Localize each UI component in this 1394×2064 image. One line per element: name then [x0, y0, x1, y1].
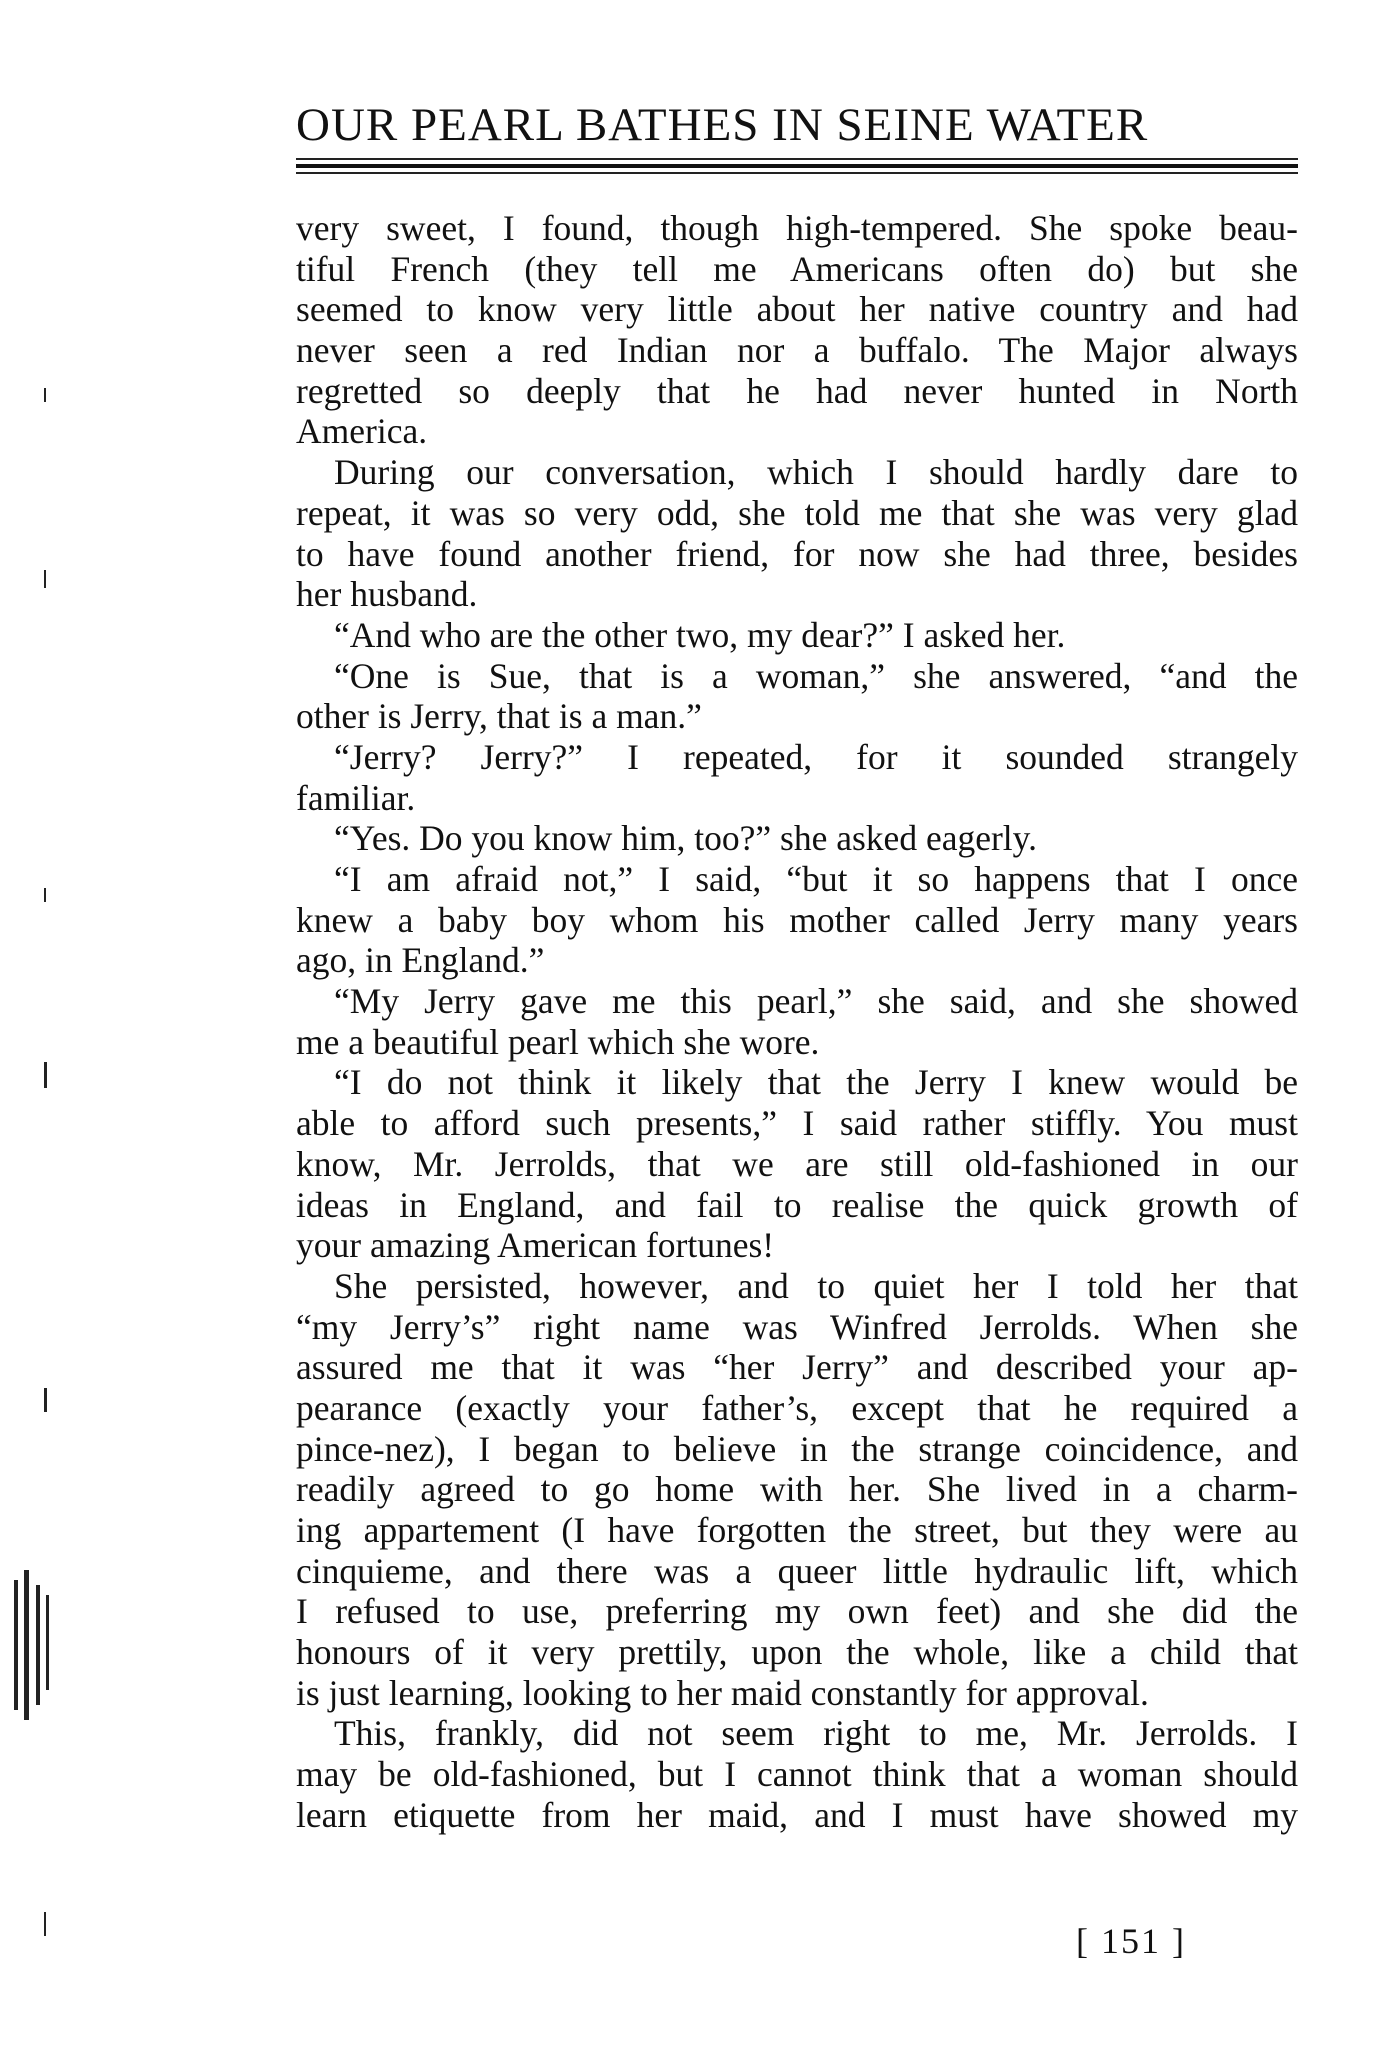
text-line: I refused to use, preferring my own feet) and she did the: [296, 1591, 1298, 1632]
text-line: never seen a red Indian nor a buffalo. The Major always: [296, 330, 1298, 371]
body-text: [296, 208, 1298, 1836]
text-line: ing appartement (I have forgotten the street, but they were au: [296, 1510, 1298, 1550]
text-line: other is Jerry, that is a man.”: [296, 696, 702, 737]
text-line: This, frankly, did not seem right to me, Mr. Jerrolds. I: [334, 1713, 1298, 1754]
text-line: “And who are the other two, my dear?” I asked her.: [334, 614, 1066, 655]
text-line: very sweet, I found, though high-tempered. She spoke beau-: [296, 208, 1298, 248]
text-line: is just learning, looking to her maid constantly for approval.: [296, 1672, 1149, 1713]
text-line: may be old-fashioned, but I cannot think that a woman should: [296, 1754, 1298, 1795]
binding-mark: [46, 1595, 49, 1690]
text-line: “Yes. Do you know him, too?” she asked eagerly.: [334, 818, 1037, 859]
page-number: [ 151 ]: [1076, 1921, 1186, 1961]
text-line: ideas in England, and fail to realise the quick growth of: [296, 1184, 1298, 1225]
text-line: familiar.: [296, 777, 416, 818]
binding-mark: [44, 1912, 46, 1936]
header-rule-thin: [296, 158, 1298, 160]
text-line: honours of it very prettily, upon the whole, like a child that: [296, 1632, 1298, 1673]
binding-mark: [44, 1388, 47, 1412]
text-line: “my Jerry’s” right name was Winfred Jerrolds. When she: [296, 1306, 1298, 1347]
text-line: She persisted, however, and to quiet her I told her that: [334, 1265, 1298, 1306]
binding-mark: [44, 888, 46, 902]
text-line: During our conversation, which I should hardly dare to: [334, 452, 1298, 493]
running-header: OUR PEARL BATHES IN SEINE WATER: [296, 99, 1149, 151]
text-line: “I do not think it likely that the Jerry I knew would be: [334, 1062, 1298, 1103]
text-line: “My Jerry gave me this pearl,” she said, and she showed: [334, 981, 1298, 1022]
header-rule-thick: [296, 164, 1298, 168]
text-line: knew a baby boy whom his mother called Jerry many years: [296, 899, 1298, 940]
text-line: America.: [296, 411, 428, 452]
text-line: tiful French (they tell me Americans often do) but she: [296, 248, 1298, 289]
text-line: cinquieme, and there was a queer little hydraulic lift, which: [296, 1550, 1298, 1591]
text-line: ago, in England.”: [296, 940, 545, 981]
binding-mark: [44, 570, 46, 588]
text-line: seemed to know very little about her native country and had: [296, 289, 1298, 330]
header-rule-thin-lower: [296, 172, 1298, 174]
text-line: assured me that it was “her Jerry” and described your ap-: [296, 1347, 1298, 1388]
text-line: your amazing American fortunes!: [296, 1225, 775, 1266]
binding-mark: [36, 1585, 40, 1705]
text-line: me a beautiful pearl which she wore.: [296, 1021, 820, 1062]
text-line: “Jerry? Jerry?” I repeated, for it sounded strangely: [334, 736, 1298, 777]
text-line: “I am afraid not,” I said, “but it so happens that I once: [334, 859, 1298, 899]
binding-mark: [14, 1580, 18, 1710]
text-line: readily agreed to go home with her. She lived in a charm-: [296, 1469, 1298, 1510]
text-line: repeat, it was so very odd, she told me that she was very glad: [296, 492, 1298, 533]
text-line: “One is Sue, that is a woman,” she answered, “and the: [334, 655, 1298, 696]
binding-mark: [44, 388, 46, 402]
text-line: learn etiquette from her maid, and I must have showed my: [296, 1794, 1298, 1835]
text-line: pearance (exactly your father’s, except that he required a: [296, 1387, 1298, 1428]
binding-mark: [44, 1062, 47, 1088]
text-line: know, Mr. Jerrolds, that we are still old-fashioned in our: [296, 1143, 1298, 1184]
binding-mark: [24, 1570, 29, 1720]
text-line: pince-nez), I began to believe in the strange coincidence, and: [296, 1428, 1298, 1469]
text-line: able to afford such presents,” I said rather stiffly. You must: [296, 1103, 1298, 1144]
text-line: to have found another friend, for now she had three, besides: [296, 533, 1298, 574]
text-line: her husband.: [296, 574, 478, 615]
text-line: regretted so deeply that he had never hunted in North: [296, 370, 1298, 411]
binding-edge: [0, 0, 70, 2064]
